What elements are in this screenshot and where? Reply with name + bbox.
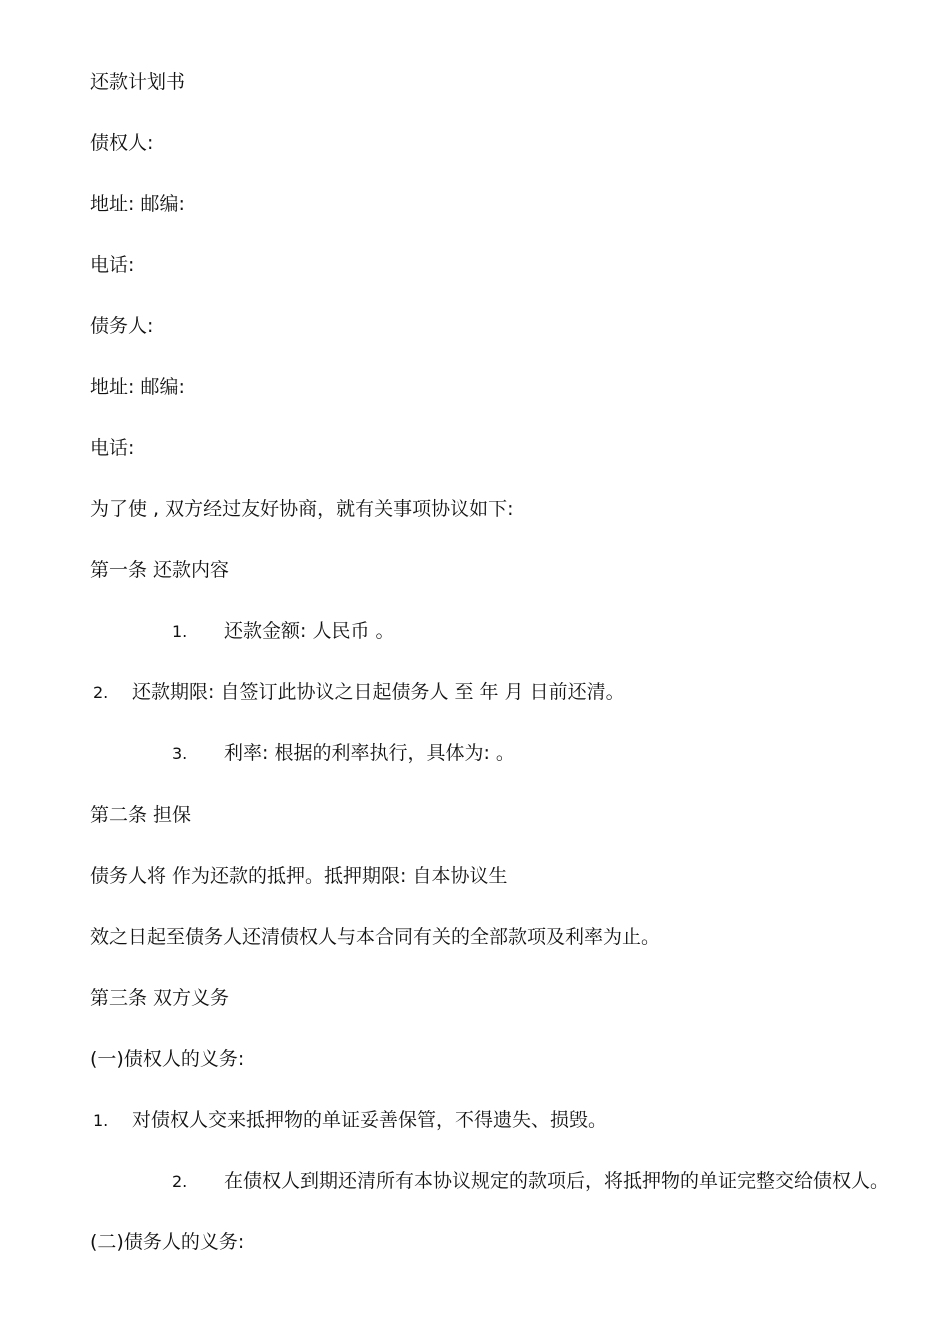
debtor-address: 地址: 邮编: (90, 376, 185, 398)
article3-item-1 (93, 1108, 607, 1133)
article3-heading: 第三条 双方义务 (90, 987, 230, 1009)
article1-heading: 第一条 还款内容 (90, 559, 230, 581)
list-item-text: 还款金额: 人民币 。 (224, 620, 395, 642)
article1-item-2 (93, 680, 625, 705)
article1-item-3 (172, 741, 515, 766)
creditor-address: 地址: 邮编: (90, 193, 185, 215)
debtor-duties-heading: (二)债务人的义务: (90, 1231, 245, 1253)
debtor-label: 债务人: (90, 315, 154, 337)
creditor-phone: 电话: (90, 254, 135, 276)
creditor-label: 债权人: (90, 132, 154, 154)
article2-paragraph-2: 效之日起至债务人还清债权人与本合同有关的全部款项及利率为止。 (90, 926, 661, 948)
list-item-text: 利率: 根据的利率执行，具体为: 。 (224, 742, 515, 764)
creditor-duties-heading: (一)债权人的义务: (90, 1048, 245, 1070)
list-number: 1. (172, 622, 188, 641)
list-number: 2. (93, 683, 109, 702)
list-number: 1. (93, 1111, 109, 1130)
debtor-phone: 电话: (90, 437, 135, 459)
article1-item-1 (172, 619, 394, 644)
list-number: 3. (172, 744, 188, 763)
article3-item-2 (172, 1169, 889, 1194)
article2-paragraph-1: 债务人将 作为还款的抵押。抵押期限: 自本协议生 (90, 865, 508, 887)
list-item-text: 在债权人到期还清所有本协议规定的款项后，将抵押物的单证完整交给债权人。 (224, 1170, 890, 1192)
list-item-text: 还款期限: 自签订此协议之日起债务人 至 年 月 日前还清。 (132, 681, 625, 703)
article2-heading: 第二条 担保 (90, 804, 192, 826)
list-number: 2. (172, 1172, 188, 1191)
list-item-text: 对债权人交来抵押物的单证妥善保管，不得遗失、损毁。 (132, 1109, 608, 1131)
preamble: 为了使 , 双方经过友好协商，就有关事项协议如下: (90, 498, 514, 520)
document-title: 还款计划书 (90, 71, 186, 93)
